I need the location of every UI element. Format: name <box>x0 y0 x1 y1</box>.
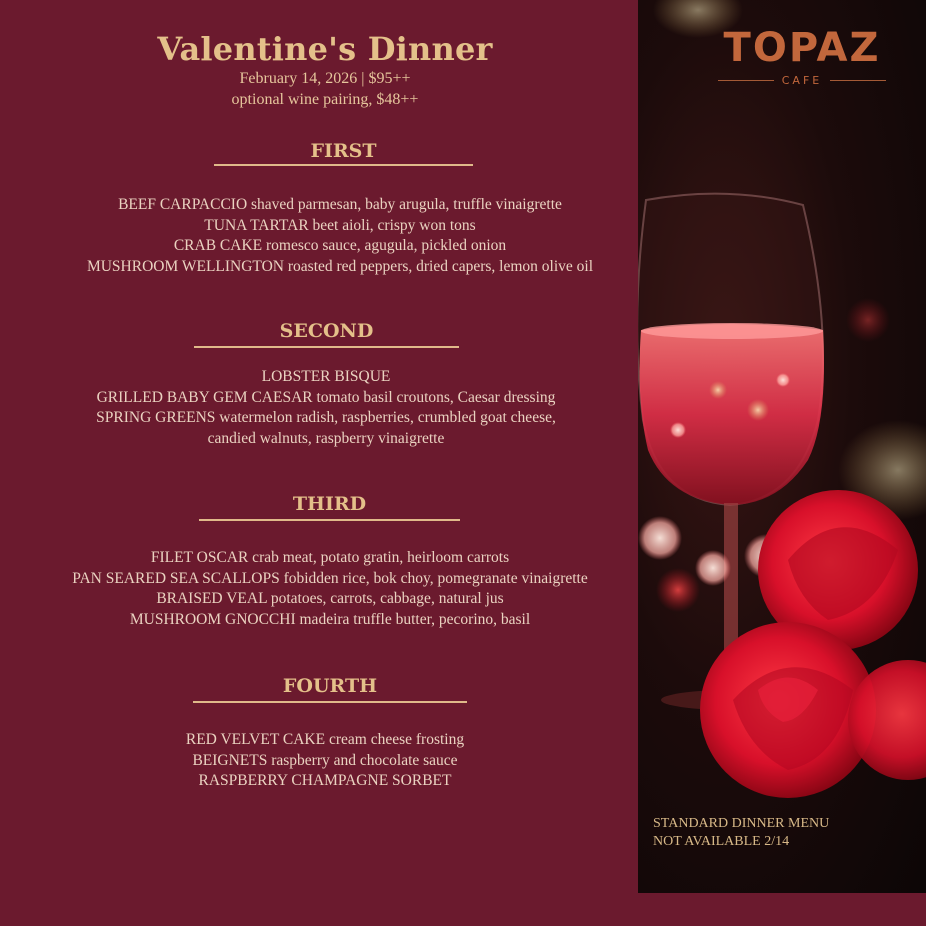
divider <box>214 164 473 166</box>
logo-subline <box>718 74 886 87</box>
logo-name: TOPAZ <box>723 25 881 71</box>
course-heading-third: THIRD <box>292 493 367 515</box>
menu-item: TUNA TARTAR beet aioli, crispy won tons <box>204 216 476 234</box>
logo-sub: CAFE <box>781 74 823 87</box>
menu-item: SPRING GREENS watermelon radish, raspberries, crumbled goat cheese, <box>96 409 556 426</box>
logo-rule <box>718 80 774 81</box>
menu-item: GRILLED BABY GEM CAESAR tomato basil croutons, Caesar dressing <box>96 388 556 406</box>
date-price: February 14, 2026 | $95++ <box>239 70 411 87</box>
course-items-third <box>0 548 670 630</box>
course-items-first <box>0 195 680 277</box>
course-items-fourth <box>0 730 665 792</box>
menu-item: CRAB CAKE romesco sauce, agugula, pickled onion <box>173 237 507 254</box>
divider <box>194 346 459 348</box>
menu-item: RASPBERRY CHAMPAGNE SORBET <box>198 772 452 789</box>
menu-item: FILET OSCAR crab meat, potato gratin, heirloom carrots <box>150 549 510 566</box>
menu-item: MUSHROOM GNOCCHI madeira truffle butter, pecorino, basil <box>129 610 531 628</box>
menu-item: BRAISED VEAL potatoes, carrots, cabbage, natural jus <box>156 590 504 607</box>
menu-item: BEEF CARPACCIO shaved parmesan, baby arugula, truffle vinaigrette <box>118 196 562 213</box>
menu-item: MUSHROOM WELLINGTON roasted red peppers, dried capers, lemon olive oil <box>86 257 594 275</box>
wine-rose-photo <box>638 0 926 893</box>
menu-notice <box>653 815 829 851</box>
topaz-logo <box>718 26 886 87</box>
notice-line: STANDARD DINNER MENU <box>653 816 830 831</box>
menu-item: LOBSTER BISQUE <box>261 368 391 385</box>
divider <box>193 701 467 703</box>
menu-item: PAN SEARED SEA SCALLOPS fobidden rice, bok choy, pomegranate vinaigrette <box>72 569 588 587</box>
wine-pairing: optional wine pairing, $48++ <box>231 91 419 108</box>
logo-rule <box>830 80 886 81</box>
course-items-second <box>0 367 666 449</box>
menu-item: candied walnuts, raspberry vinaigrette <box>207 429 445 447</box>
menu-item: RED VELVET CAKE cream cheese frosting <box>185 731 465 748</box>
course-heading-second: SECOND <box>279 320 374 342</box>
photo-illustration <box>638 0 926 893</box>
menu-title: Valentine's Dinner <box>157 30 493 68</box>
divider <box>199 519 460 521</box>
course-heading-fourth: FOURTH <box>282 675 378 697</box>
notice-line: NOT AVAILABLE 2/14 <box>653 834 790 849</box>
course-heading-first: FIRST <box>310 140 377 162</box>
menu-item: BEIGNETS raspberry and chocolate sauce <box>192 751 458 769</box>
